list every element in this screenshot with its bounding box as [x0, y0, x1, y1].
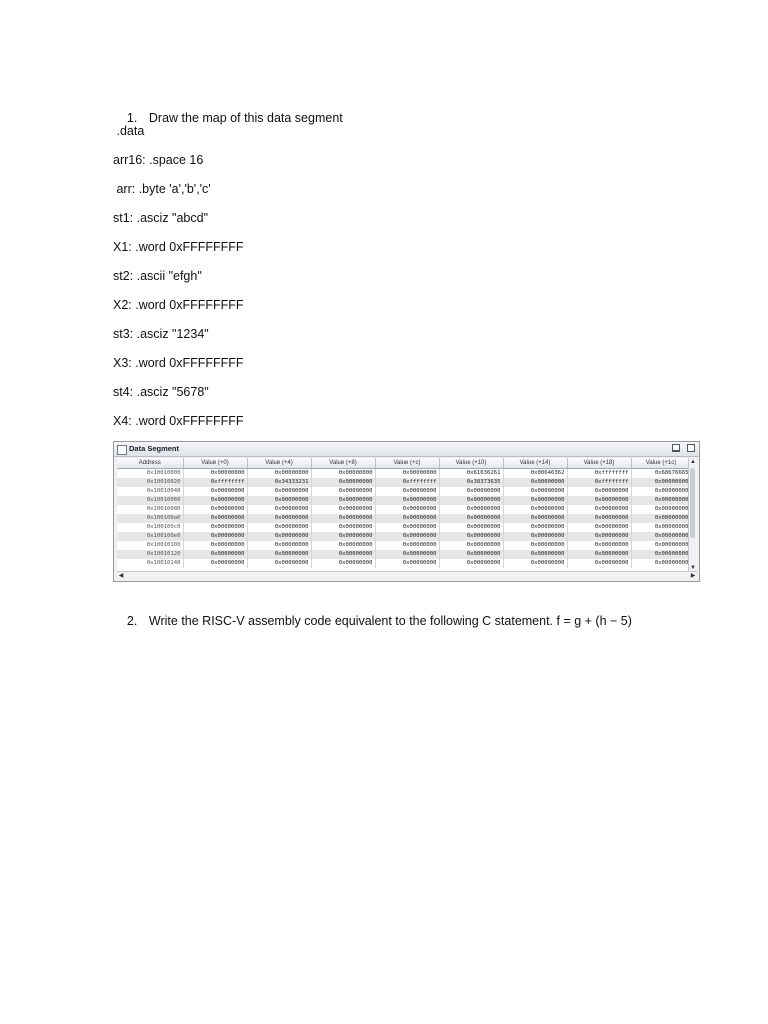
address-cell[interactable]: 0x100100c0: [117, 523, 183, 532]
address-cell[interactable]: 0x100100a0: [117, 514, 183, 523]
table-row[interactable]: [117, 487, 691, 496]
value-cell[interactable]: 0x00000000: [567, 541, 631, 550]
value-cell[interactable]: 0x00000000: [631, 532, 691, 541]
data-segment-title: Data Segment: [129, 444, 180, 453]
table-row[interactable]: [117, 478, 691, 487]
address-cell[interactable]: 0x10010140: [117, 559, 183, 568]
table-row[interactable]: [117, 550, 691, 559]
value-cell[interactable]: 0xffffffff: [183, 478, 247, 487]
value-cell[interactable]: 0x00000000: [311, 478, 375, 487]
scroll-down-arrow-icon[interactable]: ▼: [690, 565, 696, 571]
memory-table: [117, 458, 691, 568]
column-header[interactable]: Value (+8): [311, 458, 375, 469]
address-cell[interactable]: 0x10010020: [117, 478, 183, 487]
value-cell[interactable]: 0x00000000: [375, 523, 439, 532]
value-cell[interactable]: 0x00000000: [183, 496, 247, 505]
data-segment-grid[interactable]: [117, 458, 691, 572]
column-header[interactable]: Value (+14): [503, 458, 567, 469]
value-cell[interactable]: 0x00000000: [183, 550, 247, 559]
address-cell[interactable]: 0x10010080: [117, 505, 183, 514]
value-cell[interactable]: 0xffffffff: [567, 469, 631, 479]
code-line: X4: .word 0xFFFFFFFF: [113, 414, 244, 428]
value-cell[interactable]: 0x00000000: [567, 505, 631, 514]
value-cell[interactable]: 0x00000000: [631, 523, 691, 532]
question-2-number: 2.: [126, 614, 138, 628]
value-cell[interactable]: 0x00000000: [247, 505, 311, 514]
question-1-text: Draw the map of this data segment: [148, 111, 343, 125]
value-cell[interactable]: 0x00000000: [439, 559, 503, 568]
value-cell[interactable]: 0x00000000: [311, 469, 375, 479]
value-cell[interactable]: 0x00000000: [311, 559, 375, 568]
value-cell[interactable]: 0x00000000: [183, 469, 247, 479]
column-header[interactable]: Address: [117, 458, 183, 469]
value-cell[interactable]: 0x00000000: [567, 487, 631, 496]
value-cell[interactable]: 0x00000000: [503, 496, 567, 505]
value-cell[interactable]: 0x00000000: [503, 487, 567, 496]
value-cell[interactable]: 0x00000000: [375, 487, 439, 496]
value-cell[interactable]: 0x00000000: [375, 532, 439, 541]
value-cell[interactable]: 0x00000000: [439, 496, 503, 505]
value-cell[interactable]: 0xffffffff: [375, 478, 439, 487]
table-row[interactable]: [117, 505, 691, 514]
code-line: arr: .byte 'a','b','c': [113, 182, 211, 196]
value-cell[interactable]: 0x00000000: [375, 559, 439, 568]
column-header[interactable]: Value (+10): [439, 458, 503, 469]
value-cell[interactable]: 0x00000000: [631, 541, 691, 550]
value-cell[interactable]: 0x00000000: [375, 514, 439, 523]
table-row[interactable]: [117, 532, 691, 541]
code-line: .data: [113, 124, 145, 138]
address-cell[interactable]: 0x10010000: [117, 469, 183, 479]
value-cell[interactable]: 0x00000000: [567, 532, 631, 541]
code-line: X1: .word 0xFFFFFFFF: [113, 240, 244, 254]
value-cell[interactable]: 0x00000000: [567, 496, 631, 505]
value-cell[interactable]: 0x00000000: [311, 532, 375, 541]
value-cell[interactable]: 0x00000000: [439, 514, 503, 523]
question-2: [113, 597, 632, 645]
column-header[interactable]: Value (+0): [183, 458, 247, 469]
value-cell[interactable]: 0x00000000: [183, 541, 247, 550]
question-2-text: Write the RISC-V assembly code equivalent to the following C statement. f = g + (h − 5): [148, 614, 632, 628]
vertical-scroll-thumb[interactable]: [690, 468, 695, 538]
value-cell[interactable]: 0x00000000: [247, 532, 311, 541]
address-cell[interactable]: 0x10010100: [117, 541, 183, 550]
value-cell[interactable]: 0x00000000: [631, 505, 691, 514]
value-cell[interactable]: 0x00000000: [439, 541, 503, 550]
column-header[interactable]: Value (+18): [567, 458, 631, 469]
code-line: X3: .word 0xFFFFFFFF: [113, 356, 244, 370]
value-cell[interactable]: 0x00000000: [631, 478, 691, 487]
value-cell[interactable]: 0x00000000: [631, 487, 691, 496]
value-cell[interactable]: 0x00000000: [503, 559, 567, 568]
restore-window-icon[interactable]: [672, 444, 680, 452]
table-row[interactable]: [117, 559, 691, 568]
value-cell[interactable]: 0x00000000: [631, 550, 691, 559]
value-cell[interactable]: 0x68676665: [631, 469, 691, 479]
table-row[interactable]: [117, 469, 691, 479]
value-cell[interactable]: 0x00000000: [439, 487, 503, 496]
value-cell[interactable]: 0x00000000: [183, 487, 247, 496]
value-cell[interactable]: 0x00000000: [439, 523, 503, 532]
value-cell[interactable]: 0x00000000: [183, 505, 247, 514]
scroll-left-arrow-icon[interactable]: ◀: [118, 573, 124, 579]
horizontal-scrollbar[interactable]: [117, 571, 697, 580]
question-1: [113, 94, 343, 142]
value-cell[interactable]: 0x00000000: [439, 550, 503, 559]
table-row[interactable]: [117, 514, 691, 523]
value-cell[interactable]: 0x00000000: [311, 523, 375, 532]
value-cell[interactable]: 0x00000000: [503, 505, 567, 514]
table-row[interactable]: [117, 541, 691, 550]
value-cell[interactable]: 0x00000000: [311, 514, 375, 523]
value-cell[interactable]: 0x00000000: [247, 487, 311, 496]
value-cell[interactable]: 0x00000000: [247, 523, 311, 532]
value-cell[interactable]: 0x00000000: [183, 559, 247, 568]
value-cell[interactable]: 0x00000000: [631, 496, 691, 505]
scroll-up-arrow-icon[interactable]: ▲: [690, 459, 696, 465]
question-1-number: 1.: [126, 111, 138, 125]
value-cell[interactable]: 0x38373635: [439, 478, 503, 487]
code-line: arr16: .space 16: [113, 153, 204, 167]
value-cell[interactable]: 0x00000000: [247, 514, 311, 523]
address-cell[interactable]: 0x10010040: [117, 487, 183, 496]
value-cell[interactable]: 0x00000000: [375, 469, 439, 479]
value-cell[interactable]: 0x00000000: [311, 487, 375, 496]
window-checkbox-icon[interactable]: [117, 445, 127, 455]
value-cell[interactable]: 0x00000000: [311, 505, 375, 514]
code-line: st1: .asciz "abcd": [113, 211, 209, 225]
vertical-scrollbar[interactable]: [688, 458, 697, 572]
value-cell[interactable]: 0x00000000: [375, 541, 439, 550]
value-cell[interactable]: 0x61636261: [439, 469, 503, 479]
code-line: st3: .asciz "1234": [113, 327, 209, 341]
value-cell[interactable]: 0x00000000: [247, 559, 311, 568]
data-segment-window: [113, 441, 700, 582]
value-cell[interactable]: 0x00000000: [503, 478, 567, 487]
value-cell[interactable]: 0x34333231: [247, 478, 311, 487]
value-cell[interactable]: 0x00000000: [439, 505, 503, 514]
column-header[interactable]: Value (+1c): [631, 458, 691, 469]
value-cell[interactable]: 0x00000000: [375, 550, 439, 559]
table-row[interactable]: [117, 523, 691, 532]
value-cell[interactable]: 0x00000000: [439, 532, 503, 541]
value-cell[interactable]: 0x00000000: [567, 523, 631, 532]
maximize-window-icon[interactable]: [687, 444, 695, 452]
address-cell[interactable]: 0x10010060: [117, 496, 183, 505]
value-cell[interactable]: 0x00000000: [567, 559, 631, 568]
value-cell[interactable]: 0x00000000: [503, 541, 567, 550]
value-cell[interactable]: 0x00000000: [631, 559, 691, 568]
value-cell[interactable]: 0x00000000: [183, 532, 247, 541]
value-cell[interactable]: 0x00000000: [247, 550, 311, 559]
value-cell[interactable]: 0x00000000: [631, 514, 691, 523]
value-cell[interactable]: 0x00000000: [375, 496, 439, 505]
value-cell[interactable]: 0xffffffff: [567, 478, 631, 487]
value-cell[interactable]: 0x00000000: [503, 550, 567, 559]
value-cell[interactable]: 0x00000000: [567, 514, 631, 523]
table-row[interactable]: [117, 496, 691, 505]
column-header[interactable]: Value (+4): [247, 458, 311, 469]
scroll-right-arrow-icon[interactable]: ▶: [690, 573, 696, 579]
code-line: X2: .word 0xFFFFFFFF: [113, 298, 244, 312]
column-header[interactable]: Value (+c): [375, 458, 439, 469]
code-line: st4: .asciz "5678": [113, 385, 209, 399]
value-cell[interactable]: 0x00000000: [503, 523, 567, 532]
value-cell[interactable]: 0x00000000: [183, 514, 247, 523]
value-cell[interactable]: 0x00000000: [247, 541, 311, 550]
address-cell[interactable]: 0x100100e0: [117, 532, 183, 541]
value-cell[interactable]: 0x00000000: [183, 523, 247, 532]
data-segment-titlebar: [114, 442, 699, 457]
address-cell[interactable]: 0x10010120: [117, 550, 183, 559]
value-cell[interactable]: 0x00000000: [247, 469, 311, 479]
value-cell[interactable]: 0x00000000: [311, 496, 375, 505]
value-cell[interactable]: 0x00000000: [247, 496, 311, 505]
value-cell[interactable]: 0x00000000: [311, 550, 375, 559]
value-cell[interactable]: 0x00000000: [311, 541, 375, 550]
value-cell[interactable]: 0x00646362: [503, 469, 567, 479]
value-cell[interactable]: 0x00000000: [503, 532, 567, 541]
value-cell[interactable]: 0x00000000: [503, 514, 567, 523]
value-cell[interactable]: 0x00000000: [567, 550, 631, 559]
value-cell[interactable]: 0x00000000: [375, 505, 439, 514]
code-line: st2: .ascii "efgh": [113, 269, 202, 283]
